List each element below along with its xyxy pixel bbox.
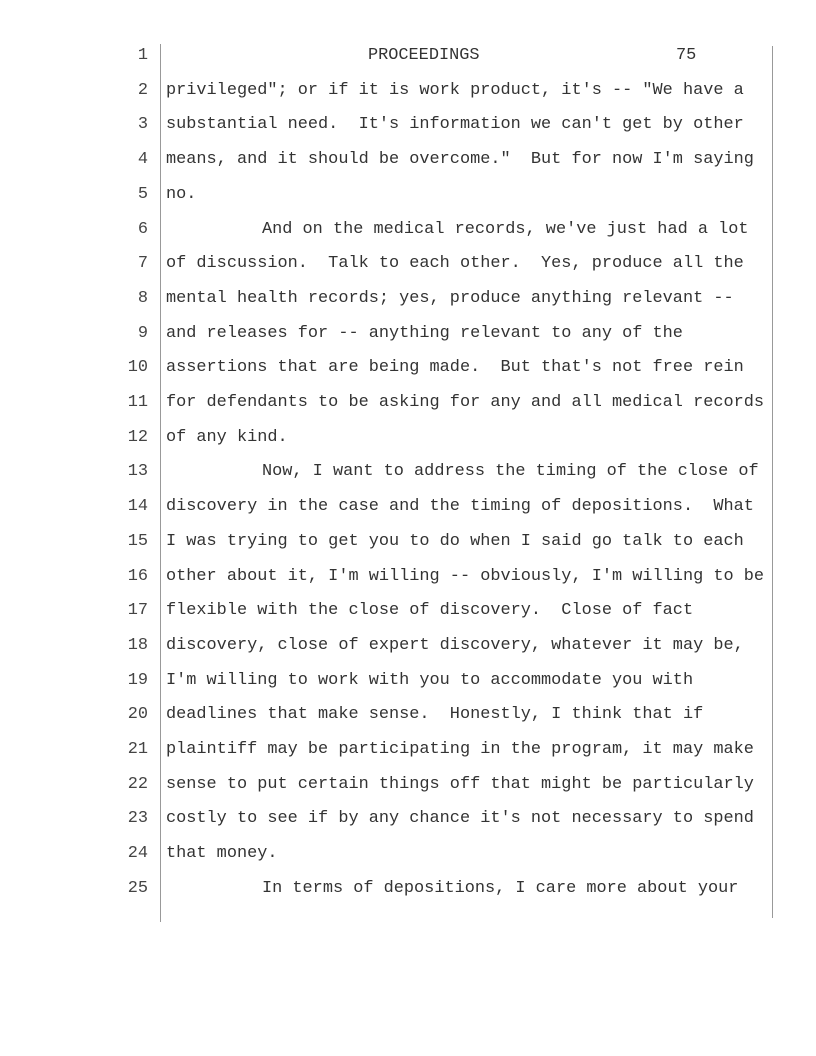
line-number: 22 bbox=[127, 774, 148, 794]
line-text: In terms of depositions, I care more about your bbox=[262, 878, 739, 898]
right-margin-rule bbox=[772, 46, 773, 918]
line-text: plaintiff may be participating in the program, it may make bbox=[166, 740, 754, 759]
line-text: of discussion. Talk to each other. Yes, produce all the bbox=[166, 254, 744, 274]
line-number: 21 bbox=[127, 740, 148, 759]
line-text: flexible with the close of discovery. Close of fact bbox=[166, 601, 694, 621]
line-text: discovery in the case and the timing of depositions. What bbox=[166, 497, 754, 517]
line-number: 7 bbox=[137, 254, 148, 274]
line-text: for defendants to be asking for any and all medical records bbox=[166, 393, 765, 412]
line-number: 2 bbox=[137, 80, 148, 100]
line-text: other about it, I'm willing -- obviously, I'm willing to be bbox=[166, 566, 765, 586]
line-number: 18 bbox=[127, 635, 148, 655]
left-margin-rule bbox=[160, 44, 161, 922]
line-text: no. bbox=[166, 184, 197, 204]
page-number: 75 bbox=[676, 46, 697, 65]
line-text: substantial need. It's information we can't get by other bbox=[166, 115, 744, 135]
line-text: mental health records; yes, produce anything relevant -- bbox=[166, 288, 734, 308]
line-number: 15 bbox=[127, 531, 148, 551]
line-text: And on the medical records, we've just had a lot bbox=[262, 219, 749, 239]
line-number: 3 bbox=[137, 115, 148, 135]
line-number: 17 bbox=[127, 601, 148, 621]
line-number: 11 bbox=[127, 393, 148, 412]
line-number: 25 bbox=[127, 878, 148, 898]
line-number: 5 bbox=[137, 184, 148, 204]
line-text: of any kind. bbox=[166, 427, 288, 447]
line-number: 10 bbox=[127, 358, 148, 378]
line-text: and releases for -- anything relevant to any of the bbox=[166, 323, 683, 343]
line-text: costly to see if by any chance it's not necessary to spend bbox=[166, 809, 754, 829]
line-number: 24 bbox=[127, 844, 148, 864]
line-text: I'm willing to work with you to accommodate you with bbox=[166, 670, 694, 690]
line-number: 13 bbox=[127, 462, 148, 482]
line-text: Now, I want to address the timing of the close of bbox=[262, 462, 759, 482]
line-text: deadlines that make sense. Honestly, I think that if bbox=[166, 705, 704, 725]
line-number: 8 bbox=[137, 288, 148, 308]
line-text: privileged"; or if it is work product, it's -- "We have a bbox=[166, 80, 744, 100]
line-number: 20 bbox=[127, 705, 148, 725]
line-number: 16 bbox=[127, 566, 148, 586]
line-text: that money. bbox=[166, 844, 278, 864]
line-number: 14 bbox=[127, 497, 148, 517]
line-text: I was trying to get you to do when I said go talk to each bbox=[166, 531, 744, 551]
line-number: 19 bbox=[127, 670, 148, 690]
line-text: discovery, close of expert discovery, whatever it may be, bbox=[166, 635, 744, 655]
line-number: 9 bbox=[137, 323, 148, 343]
line-number: 23 bbox=[127, 809, 148, 829]
line-number: 6 bbox=[137, 219, 148, 239]
line-number: 4 bbox=[137, 150, 148, 170]
line-number: 1 bbox=[137, 46, 148, 65]
line-text: assertions that are being made. But that's not free rein bbox=[166, 358, 744, 378]
line-number: 12 bbox=[127, 427, 148, 447]
page-header-title: PROCEEDINGS bbox=[368, 46, 480, 65]
line-text: means, and it should be overcome." But for now I'm saying bbox=[166, 150, 754, 170]
line-text: sense to put certain things off that might be particularly bbox=[166, 774, 754, 794]
